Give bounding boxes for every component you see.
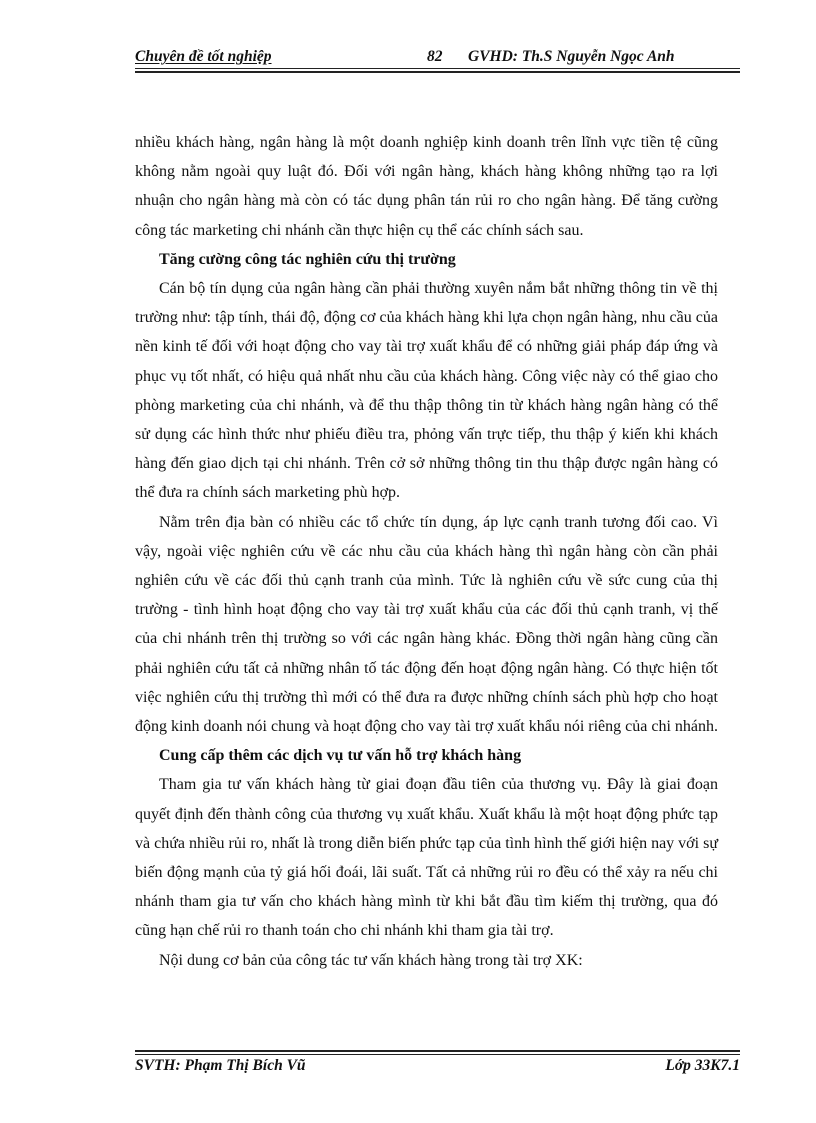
section-heading-advisory-services: Cung cấp thêm các dịch vụ tư vấn hỗ trợ khách hàng bbox=[159, 747, 522, 765]
header-page-number: 82 bbox=[427, 48, 443, 65]
document-body bbox=[135, 128, 718, 975]
paragraph-1: nhiều khách hàng, ngân hàng là một doanh nghiệp kinh doanh trên lĩnh vực tiền tệ cũng không nằm ngoài quy luật đó. Đối với ngân hàng, khách hàng không những tạo ra lợi nhuận cho ngân hàng mà còn có tác dụng phân tán rủi ro cho ngân hàng. Để tăng cường công tác marketing chi nhánh cần thực hiện cụ thể các chính sách sau. bbox=[135, 134, 718, 239]
footer-rule-thin bbox=[135, 1054, 740, 1055]
paragraph-3: Nằm trên địa bàn có nhiều các tổ chức tín dụng, áp lực cạnh tranh tương đối cao. Vì vậy, ngoài việc nghiên cứu về các nhu cầu của khách hàng thì ngân hàng còn cần phải nghiên cứu về các đối thủ cạnh tranh của mình. Tức là nghiên cứu về sức cung của thị trường - tình hình hoạt động cho vay tài trợ xuất khẩu của các đối thủ cạnh tranh, vị thế của chi nhánh trên thị trường so với các ngân hàng khác. Đồng thời ngân hàng cũng cần phải nghiên cứu tất cả những nhân tố tác động đến hoạt động ngân hàng. Có thực hiện tốt việc nghiên cứu thị trường thì mới có thể đưa ra được những chính sách phù hợp cho hoạt động kinh doanh nói chung và hoạt động cho vay tài trợ xuất khẩu nói riêng của chi nhánh. bbox=[135, 513, 718, 736]
header-title: Chuyên đề tốt nghiệp bbox=[135, 48, 272, 65]
paragraph-4: Tham gia tư vấn khách hàng từ giai đoạn đầu tiên của thương vụ. Đây là giai đoạn quyết định đến thành công của thương vụ xuất khẩu. Xuất khẩu là một hoạt động phức tạp và chứa nhiều rủi ro, nhất là trong diễn biến phức tạp của tình hình thế giới hiện nay với sự biến động mạnh của tỷ giá hối đoái, lãi suất. Tất cả những rủi ro đều có thể xảy ra nếu chi nhánh tham gia tư vấn cho khách hàng mình từ khi bắt đầu tìm kiếm thị trường, qua đó cũng hạn chế rủi ro thanh toán cho chi nhánh khi tham gia tài trợ. bbox=[135, 776, 718, 940]
page-footer bbox=[135, 1057, 740, 1077]
paragraph-5: Nội dung cơ bản của công tác tư vấn khách hàng trong tài trợ XK: bbox=[159, 951, 583, 969]
page-header bbox=[135, 48, 740, 68]
section-heading-market-research: Tăng cường công tác nghiên cứu thị trường bbox=[159, 250, 456, 268]
footer-class: Lớp 33K7.1 bbox=[665, 1057, 740, 1074]
header-rule-thick bbox=[135, 71, 740, 73]
paragraph-2: Cán bộ tín dụng của ngân hàng cần phải thường xuyên nắm bắt những thông tin về thị trường như: tập tính, thái độ, động cơ của khách hàng khi lựa chọn ngân hàng, nhu cầu của nền kinh tế đối với hoạt động cho vay tài trợ xuất khẩu để có những giải pháp đáp ứng và phục vụ tốt nhất, có hiệu quả nhất nhu cầu của khách hàng. Công việc này có thể giao cho phòng marketing của chi nhánh, và để thu thập thông tin từ khách hàng ngân hàng có thể sử dụng các hình thức như phiếu điều tra, phỏng vấn trực tiếp, thu thập ý kiến khi khách hàng đến giao dịch tại chi nhánh. Trên cở sở những thông tin thu thập được ngân hàng có thể đưa ra chính sách marketing phù hợp. bbox=[135, 280, 718, 502]
footer-rule-thick bbox=[135, 1050, 740, 1052]
footer-student: SVTH: Phạm Thị Bích Vũ bbox=[135, 1057, 306, 1074]
header-rule-thin bbox=[135, 68, 740, 69]
header-advisor: GVHD: Th.S Nguyễn Ngọc Anh bbox=[468, 48, 675, 65]
